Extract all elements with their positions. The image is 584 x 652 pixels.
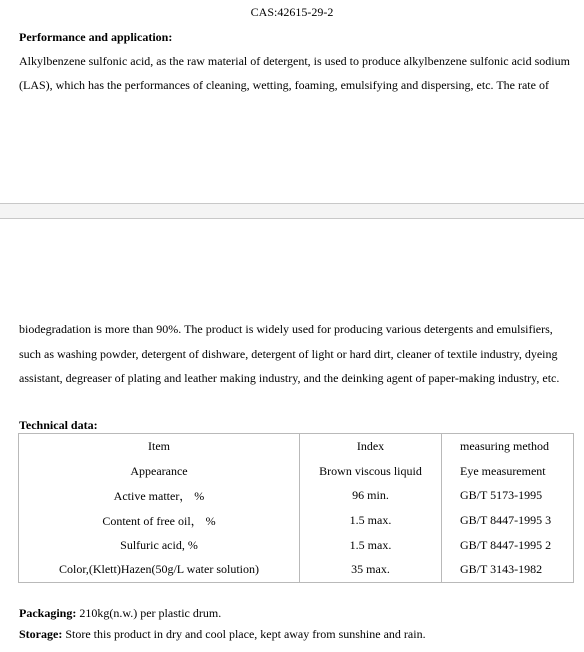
table-header-row [19, 434, 574, 459]
table-row [19, 557, 574, 582]
table-cell: Content of free oil， % [19, 508, 300, 533]
table-cell: 1.5 max. [300, 533, 442, 558]
storage-text: Store this product in dry and cool place, kept away from sunshine and rain. [62, 627, 426, 641]
table-row [19, 459, 574, 484]
table-cell: Active matter， % [19, 483, 300, 508]
header-cell: measuring method [442, 434, 574, 459]
packaging-label: Packaging: [19, 606, 77, 620]
page-break [0, 203, 584, 219]
table-cell: 1.5 max. [300, 508, 442, 533]
paragraph-line: such as washing powder, detergent of dishware, detergent of light or hard dirt, cleaner of textile industry, dyeing [19, 347, 558, 361]
table-row [19, 508, 574, 533]
table-cell: 96 min. [300, 483, 442, 508]
table-cell: 35 max. [300, 557, 442, 582]
performance-heading: Performance and application: [19, 30, 173, 44]
storage-line [19, 627, 426, 642]
table-cell: GB/T 3143-1982 [442, 557, 574, 582]
packaging-text: 210kg(n.w.) per plastic drum. [76, 606, 222, 620]
table-row [19, 483, 574, 508]
table-cell: GB/T 8447-1995 2 [442, 533, 574, 558]
paragraph-line: (LAS), which has the performances of cleaning, wetting, foaming, emulsifying and dispersing, etc. The rate of [19, 78, 549, 92]
paragraph-line: biodegradation is more than 90%. The product is widely used for producing various detergents and emulsifiers, [19, 322, 553, 336]
table-cell: GB/T 5173-1995 [442, 483, 574, 508]
table-cell: GB/T 8447-1995 3 [442, 508, 574, 533]
table-cell: Appearance [19, 459, 300, 484]
table-cell: Sulfuric acid, % [19, 533, 300, 558]
technical-heading: Technical data: [19, 418, 98, 432]
table-cell: Brown viscous liquid [300, 459, 442, 484]
header-cell: Item [19, 434, 300, 459]
storage-label: Storage: [19, 627, 63, 641]
packaging-line [19, 606, 221, 621]
paragraph-line: assistant, degreaser of plating and leather making industry, and the deinking agent of paper-making industry, etc. [19, 371, 560, 385]
table-row [19, 533, 574, 558]
header-cell: Index [300, 434, 442, 459]
cas-number: CAS:42615-29-2 [250, 5, 334, 19]
table-cell: Eye measurement [442, 459, 574, 484]
table-cell: Color,(Klett)Hazen(50g/L water solution) [19, 557, 300, 582]
technical-data-table [18, 433, 574, 583]
paragraph-line: Alkylbenzene sulfonic acid, as the raw material of detergent, is used to produce alkylbenzene sulfonic acid sodium [19, 54, 570, 68]
